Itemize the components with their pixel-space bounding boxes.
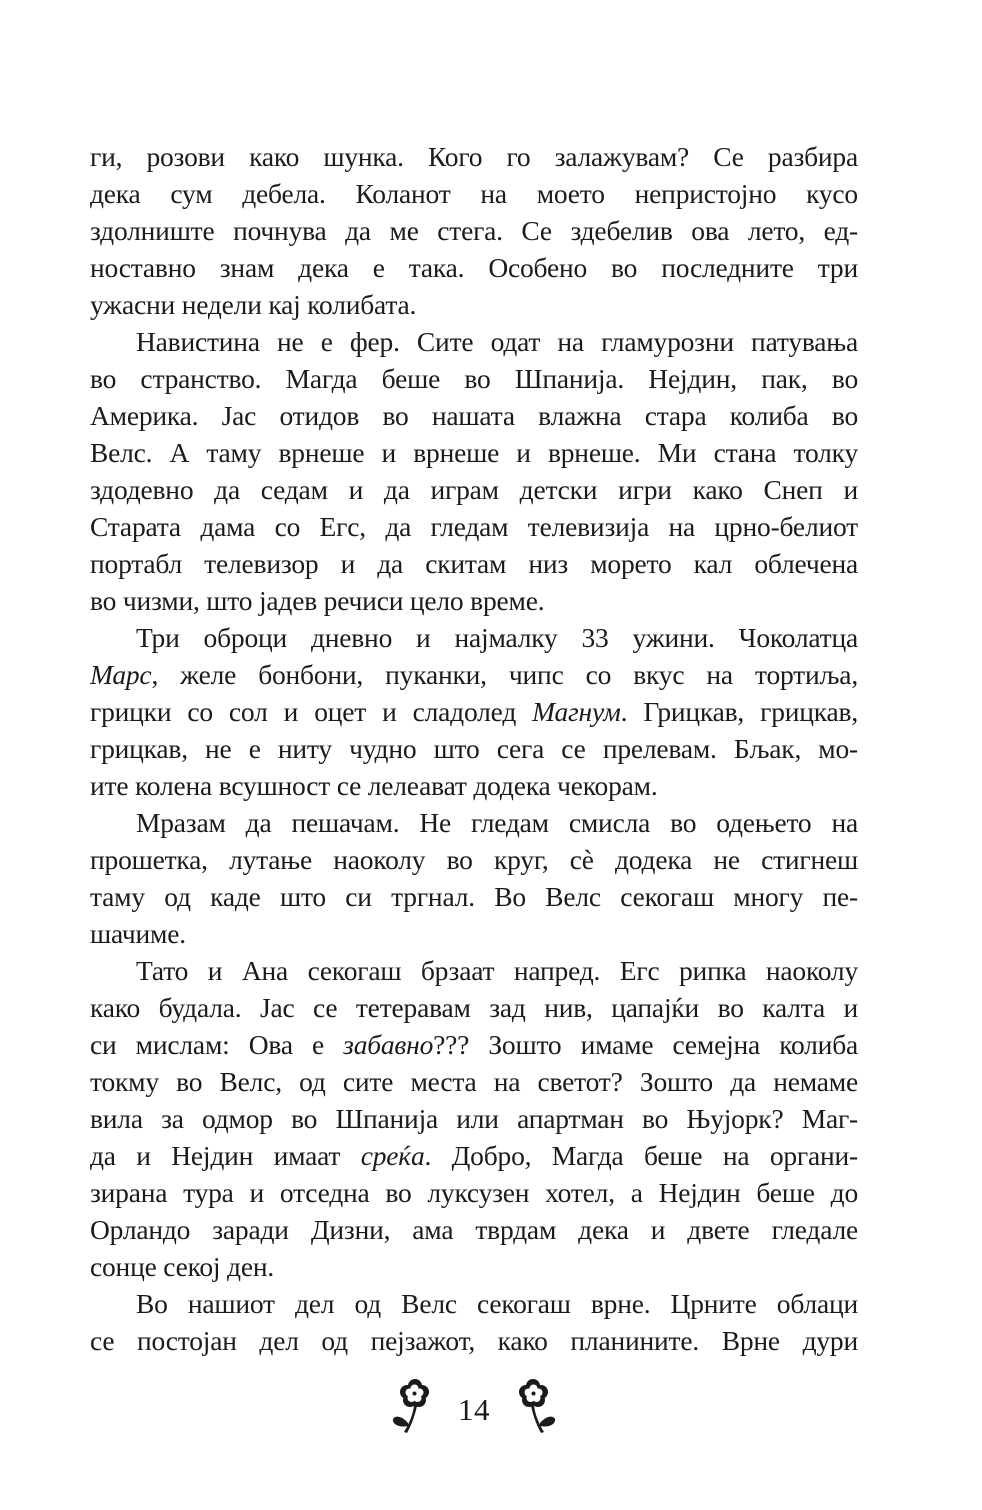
- text-line: [90, 841, 858, 878]
- text-line: [90, 1137, 858, 1174]
- page-footer: [90, 1378, 858, 1440]
- text-segment: портабл телевизор и да скитам низ морето кал облечена: [90, 548, 858, 579]
- page-text: [90, 138, 858, 1359]
- text-line: [90, 730, 858, 767]
- text-segment: здолниште почнува да ме стега. Се здебелив ова лето, ед-: [90, 215, 858, 246]
- text-segment: . Грицкав, грицкав,: [620, 696, 858, 727]
- text-segment: ите колена всушност се лелеават додека чекорам.: [90, 770, 658, 801]
- italic-text-segment: Магнум: [532, 696, 621, 727]
- text-line: [90, 804, 858, 841]
- text-line: [90, 1026, 858, 1063]
- text-line: [90, 1211, 858, 1248]
- text-segment: Старата дама со Егс, да гледам телевизија на црно-белиот: [90, 511, 858, 542]
- text-segment: ??? Зошто имаме семејна колиба: [433, 1029, 858, 1060]
- text-line: [90, 656, 858, 693]
- flower-ornament-right-icon: [516, 1378, 556, 1440]
- text-segment: Мразам да пешачам. Не гледам смисла во одењето на: [136, 807, 858, 838]
- text-line: [90, 508, 858, 545]
- paragraph: [90, 804, 858, 952]
- text-segment: си мислам: Ова е: [90, 1029, 344, 1060]
- text-segment: се постојан дел од пејзажот, како планините. Врне дури: [90, 1325, 858, 1356]
- text-segment: да и Нејдин имаат: [90, 1140, 361, 1171]
- text-line: [90, 1063, 858, 1100]
- text-segment: Три оброци дневно и најмалку 33 ужини. Чоколатца: [136, 622, 858, 653]
- text-segment: Америка. Јас отидов во нашата влажна стара колиба во: [90, 400, 858, 431]
- text-segment: ги, розови како шунка. Кого го залажувам? Се разбира: [90, 141, 858, 172]
- text-line: [90, 360, 858, 397]
- text-segment: . Добро, Магда беше на органи-: [424, 1140, 858, 1171]
- text-line: [90, 1248, 858, 1285]
- text-segment: прошетка, лутање наоколу во круг, сѐ додека не стигнеш: [90, 844, 858, 875]
- text-segment: ноставно знам дека е така. Особено во последните три: [90, 252, 858, 283]
- text-segment: таму од каде што си тргнал. Во Велс секогаш многу пе-: [90, 881, 858, 912]
- text-line: [90, 582, 858, 619]
- text-line: [90, 693, 858, 730]
- text-line: [90, 434, 858, 471]
- text-segment: шачиме.: [90, 918, 186, 949]
- text-segment: Навистина не е фер. Сите одат на гламурозни патувања: [136, 326, 858, 357]
- text-segment: зирана тура и отседна во луксузен хотел, а Нејдин беше до: [90, 1177, 858, 1208]
- text-line: [90, 286, 858, 323]
- text-segment: во странство. Магда беше во Шпанија. Нејдин, пак, во: [90, 363, 858, 394]
- text-line: [90, 212, 858, 249]
- text-segment: Велс. А таму врнеше и врнеше и врнеше. Ми стана толку: [90, 437, 858, 468]
- paragraph: [90, 323, 858, 619]
- text-line: [90, 545, 858, 582]
- text-line: [90, 471, 858, 508]
- text-segment: во чизми, што јадев речиси цело време.: [90, 585, 545, 616]
- text-line: [90, 1322, 858, 1359]
- text-line: [90, 767, 858, 804]
- text-line: [90, 323, 858, 360]
- text-line: [90, 249, 858, 286]
- text-line: [90, 989, 858, 1026]
- paragraph: [90, 619, 858, 804]
- text-segment: грицки со сол и оцет и сладолед: [90, 696, 533, 727]
- text-segment: , желе бонбони, пуканки, чипс со вкус на тортиља,: [151, 659, 858, 690]
- text-line: [90, 138, 858, 175]
- flower-ornament-left-icon: [392, 1378, 432, 1440]
- text-segment: дека сум дебела. Коланот на моето непристојно кусо: [90, 178, 858, 209]
- italic-text-segment: забавно: [343, 1029, 434, 1060]
- text-segment: грицкав, не е ниту чудно што сега се прелевам. Бљак, мо-: [90, 733, 858, 764]
- italic-text-segment: среќа: [360, 1140, 425, 1171]
- text-line: [90, 1174, 858, 1211]
- text-segment: Тато и Ана секогаш брзаат напред. Егс рипка наоколу: [136, 955, 858, 986]
- text-segment: токму во Велс, од сите места на светот? Зошто да немаме: [90, 1066, 858, 1097]
- text-line: [90, 619, 858, 656]
- paragraph: [90, 138, 858, 323]
- text-line: [90, 878, 858, 915]
- paragraph: [90, 952, 858, 1285]
- text-line: [90, 1100, 858, 1137]
- text-line: [90, 952, 858, 989]
- italic-text-segment: Марс: [90, 659, 152, 690]
- text-line: [90, 915, 858, 952]
- text-segment: здодевно да седам и да играм детски игри како Снеп и: [90, 474, 858, 505]
- text-line: [90, 397, 858, 434]
- page-number: 14: [458, 1391, 490, 1427]
- text-segment: ужасни недели кај колибата.: [90, 289, 417, 320]
- text-segment: како будала. Јас се тетеравам зад нив, цапајќи во калта и: [90, 992, 858, 1023]
- text-line: [90, 1285, 858, 1322]
- paragraph: [90, 1285, 858, 1359]
- text-segment: Орландо заради Дизни, ама тврдам дека и двете гледале: [90, 1214, 858, 1245]
- text-segment: Во нашиот дел од Велс секогаш врне. Црните облаци: [136, 1288, 858, 1319]
- text-segment: вила за одмор во Шпанија или апартман во Њујорк? Маг-: [90, 1103, 858, 1134]
- text-line: [90, 175, 858, 212]
- text-segment: сонце секој ден.: [90, 1251, 275, 1282]
